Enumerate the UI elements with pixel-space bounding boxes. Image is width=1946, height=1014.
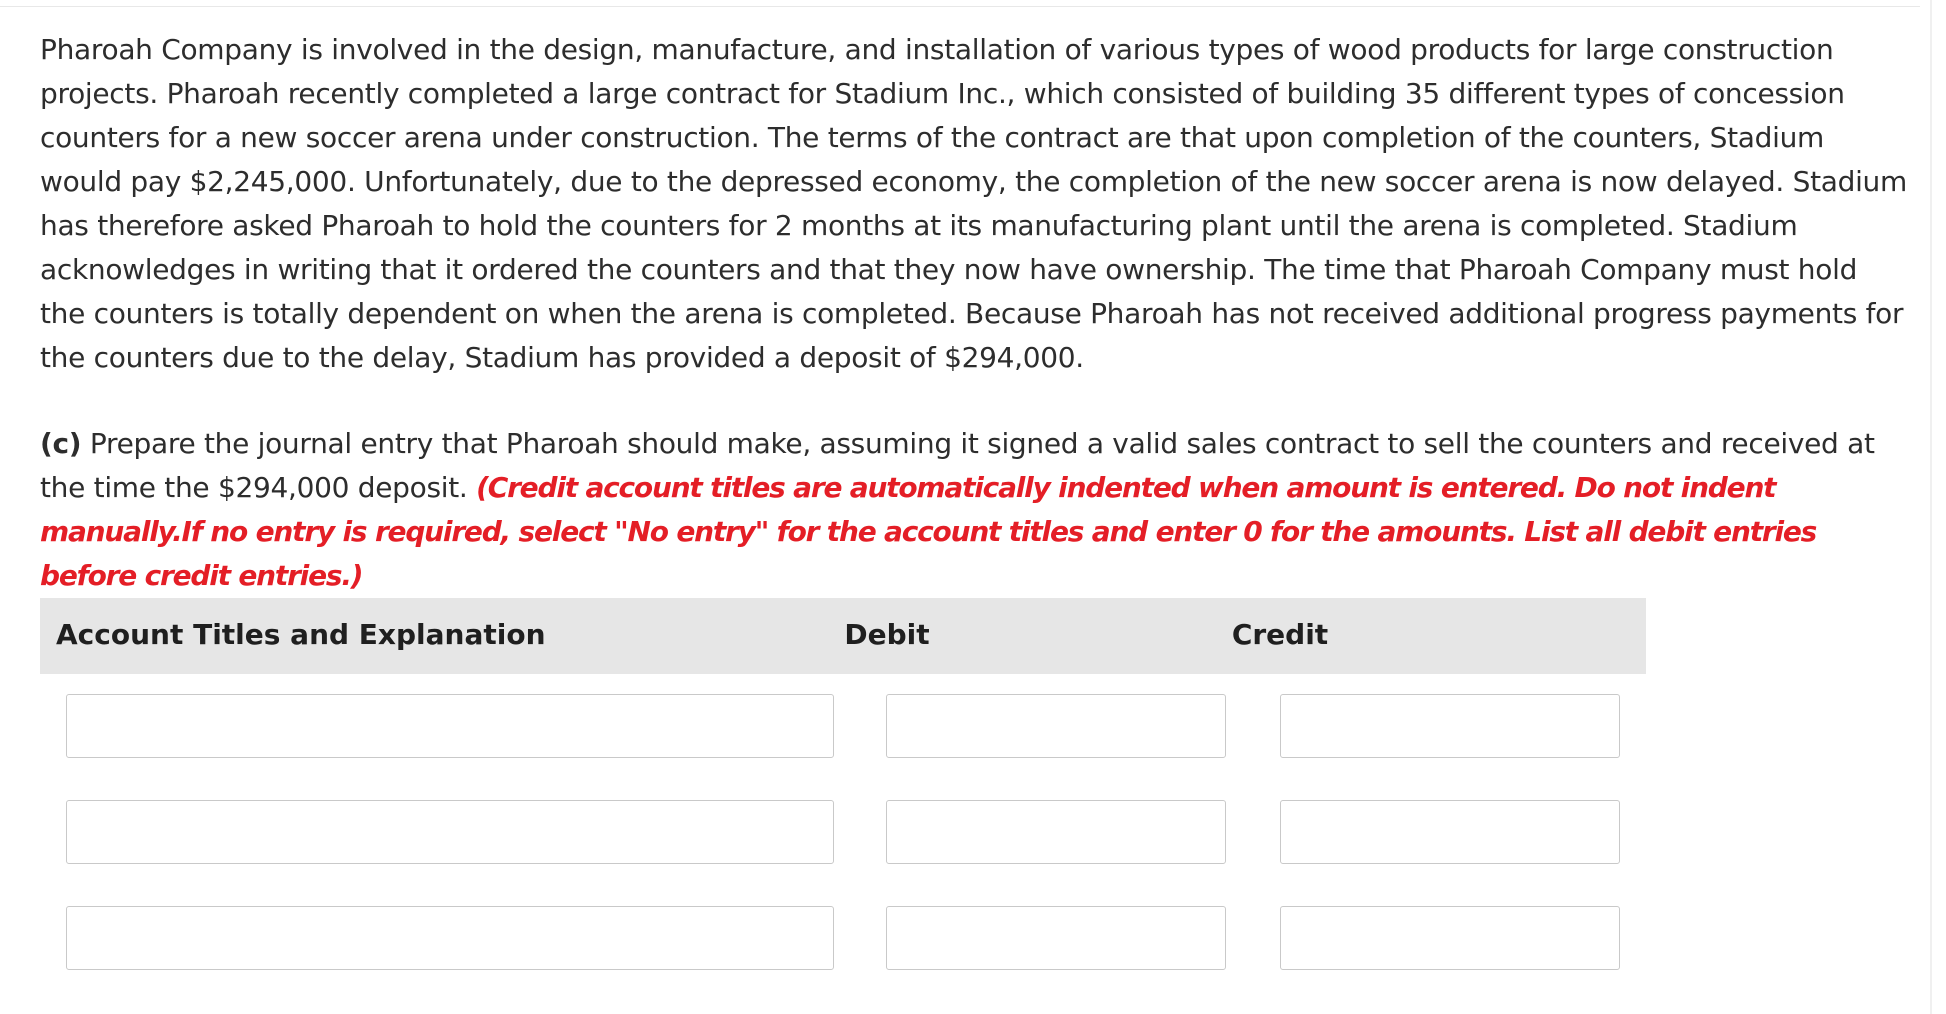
- debit-input-2[interactable]: [886, 800, 1226, 864]
- journal-row-2: [40, 780, 1646, 886]
- credit-input-3[interactable]: [1280, 906, 1620, 970]
- table-header: [40, 598, 1646, 674]
- account-title-input-1[interactable]: [66, 694, 834, 758]
- top-divider: [0, 6, 1920, 7]
- journal-row-3: [40, 886, 1646, 992]
- header-debit: Debit: [844, 618, 930, 651]
- problem-statement: Pharoah Company is involved in the design, manufacture, and installation of various types of wood products for large construction projects. Pharoah recently completed a large contract for Stadium Inc., which consisted of building 35 different types of concession counters for a new soccer arena under construction. The terms of the contract are that upon completion of the counters, Stadium would pay $2,245,000. Unfortunately, due to the depressed economy, the completion of the new soccer arena is now delayed. Stadium has therefore asked Pharoah to hold the counters for 2 months at its manufacturing plant until the arena is completed. Stadium acknowledges in writing that it ordered the counters and that they now have ownership. The time that Pharoah Company must hold the counters is totally dependent on when the arena is completed. Because Pharoah has not received additional progress payments for the counters due to the delay, Stadium has provided a deposit of $294,000.: [40, 33, 1907, 374]
- credit-input-1[interactable]: [1280, 694, 1620, 758]
- header-credit: Credit: [1231, 618, 1329, 651]
- header-account-titles: Account Titles and Explanation: [56, 618, 546, 651]
- question-text: Prepare the journal entry that Pharoah should make, assuming it signed a valid sales contract to sell the counters and received at the time the $294,000 deposit.: [40, 427, 1875, 504]
- right-divider: [1930, 0, 1932, 1014]
- journal-row-1: [40, 674, 1646, 780]
- journal-entry-table: [40, 598, 1646, 992]
- debit-input-1[interactable]: [886, 694, 1226, 758]
- debit-input-3[interactable]: [886, 906, 1226, 970]
- question-part-label: (c): [40, 427, 82, 460]
- account-title-input-2[interactable]: [66, 800, 834, 864]
- credit-input-2[interactable]: [1280, 800, 1620, 864]
- question-content: [40, 28, 1910, 598]
- question-prompt: [40, 422, 1910, 598]
- account-title-input-3[interactable]: [66, 906, 834, 970]
- question-instructions: (Credit account titles are automatically indented when amount is entered. Do not indent manually.If no entry is required, select "No entry" for the account titles and enter 0 for the amounts. List all debit entries before credit entries.): [40, 471, 1817, 592]
